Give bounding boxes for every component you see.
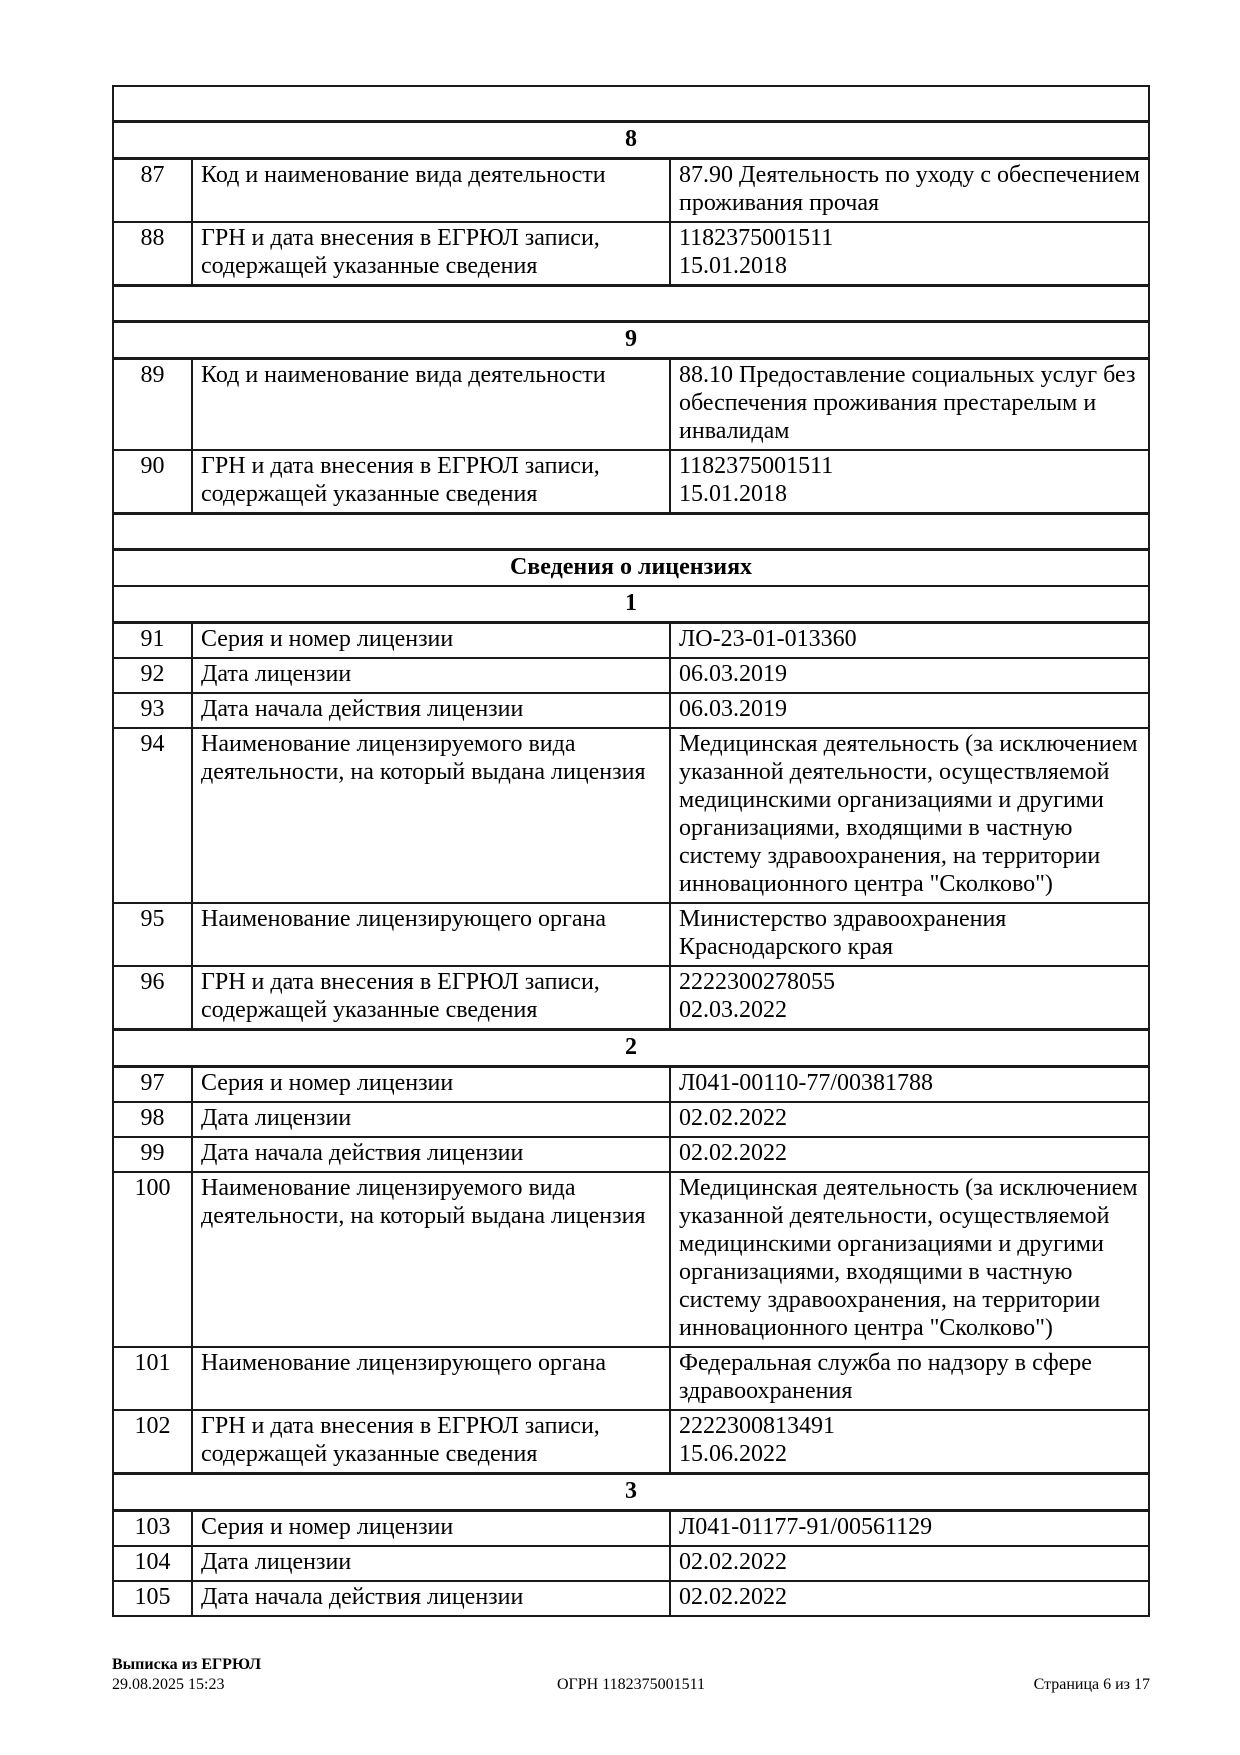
section-title: 3 [625,1478,637,1504]
table-row [114,1409,1148,1472]
table-row [114,1171,1148,1346]
row-label: Серия и номер лицензии [191,1068,669,1101]
row-label: Наименование лицензирующего органа [191,904,669,965]
section-title: Сведения о лицензиях [509,554,753,580]
footer-ogrn: ОГРН 1182375001511 [556,1676,706,1693]
row-value [669,1138,1148,1171]
table-row [114,1509,1148,1545]
table-row [114,1346,1148,1409]
row-number: 105 [134,1584,171,1610]
row-value-line: 1182375001511 [679,453,834,479]
row-value [669,1348,1148,1409]
footer-meta-row [112,1675,1150,1695]
row-number: 95 [140,906,165,932]
section-title: 1 [625,590,637,616]
table-row [114,692,1148,727]
row-number: 89 [140,362,165,388]
row-value-line: 87.90 Деятельность по уходу с обеспечением проживания прочая [679,162,1140,216]
row-label: Наименование лицензируемого вида деятельности, на который выдана лицензия [191,729,669,902]
spacer-row [114,87,1148,120]
table-row [114,621,1148,657]
table-row [114,221,1148,284]
table-row [114,357,1148,449]
row-number: 104 [134,1549,171,1575]
table-row [114,449,1148,512]
row-label: Серия и номер лицензии [191,624,669,657]
row-label: Дата начала действия лицензии [191,1138,669,1171]
row-value [669,1103,1148,1136]
row-label: Код и наименование вида деятельности [191,160,669,221]
row-number: 102 [134,1413,171,1439]
row-value [669,1582,1148,1615]
row-value [669,1411,1148,1472]
row-number: 103 [134,1514,171,1540]
table-row [114,1065,1148,1101]
section-header-row [114,120,1148,157]
row-value-line: ЛО-23-01-013360 [679,626,857,652]
row-value-line: 2222300278055 [679,969,835,995]
row-label: Дата лицензии [191,659,669,692]
row-value-line: 02.03.2022 [679,997,787,1023]
row-value-line: 15.01.2018 [679,481,787,507]
row-value-line: 02.02.2022 [679,1140,787,1166]
row-label: Дата лицензии [191,1103,669,1136]
row-label: Дата начала действия лицензии [191,1582,669,1615]
row-value-line: 06.03.2019 [679,696,787,722]
footer-document-title: Выписка из ЕГРЮЛ [112,1656,262,1673]
row-label: Код и наименование вида деятельности [191,360,669,449]
row-value [669,694,1148,727]
row-value [669,451,1148,512]
row-label: ГРН и дата внесения в ЕГРЮЛ записи, содержащей указанные сведения [191,967,669,1028]
row-number: 97 [140,1070,165,1096]
row-number: 96 [140,969,165,995]
table-row [114,1580,1148,1615]
footer-page-number: Страница 6 из 17 [1033,1676,1150,1693]
table-row [114,1545,1148,1580]
section-title: 8 [625,126,637,152]
row-number: 92 [140,661,165,687]
row-value-line: 88.10 Предоставление социальных услуг без обеспечения проживания престарелым и инвалидам [679,362,1136,444]
row-value-line: 15.01.2018 [679,253,787,279]
page-footer [112,1655,1150,1695]
table-row [114,1136,1148,1171]
row-label: ГРН и дата внесения в ЕГРЮЛ записи, содержащей указанные сведения [191,223,669,284]
row-value [669,1068,1148,1101]
row-value-line: Министерство здравоохранения Краснодарского края [679,906,1007,960]
row-value [669,1173,1148,1346]
row-number: 88 [140,225,165,251]
row-value-line: 1182375001511 [679,225,834,251]
row-label: Дата лицензии [191,1547,669,1580]
row-number: 90 [140,453,165,479]
row-number: 101 [134,1350,171,1376]
row-value [669,624,1148,657]
row-value-line: 02.02.2022 [679,1584,787,1610]
row-value [669,223,1148,284]
row-value [669,1547,1148,1580]
table-row [114,965,1148,1028]
row-value [669,160,1148,221]
row-value-line: Федеральная служба по надзору в сфере здравоохранения [679,1350,1092,1404]
row-label: Дата начала действия лицензии [191,694,669,727]
row-value [669,967,1148,1028]
table-row [114,657,1148,692]
row-value-line: Л041-00110-77/00381788 [679,1070,934,1096]
footer-datetime: 29.08.2025 15:23 [112,1676,225,1693]
section-title: 9 [625,326,637,352]
row-label: ГРН и дата внесения в ЕГРЮЛ записи, содержащей указанные сведения [191,451,669,512]
row-value-line: 02.02.2022 [679,1105,787,1131]
row-value [669,1512,1148,1545]
table-row [114,1101,1148,1136]
row-value [669,360,1148,449]
spacer-row [114,512,1148,548]
row-number: 98 [140,1105,165,1131]
row-value-line: Л041-01177-91/00561129 [679,1514,933,1540]
row-value-line: Медицинская деятельность (за исключением указанной деятельности, осуществляемой медицинскими организациями и другими организациями, входящими в частную систему здравоохранения, на территории инновационного центра "Сколково") [679,731,1138,897]
row-value-line: 06.03.2019 [679,661,787,687]
section-header-row [114,1472,1148,1509]
row-number: 99 [140,1140,165,1166]
row-number: 100 [134,1175,171,1201]
section-title: 2 [625,1034,637,1060]
section-header-row [114,548,1148,585]
row-value-line: 2222300813491 [679,1413,835,1439]
row-value-line: 15.06.2022 [679,1441,787,1467]
row-label: Серия и номер лицензии [191,1512,669,1545]
row-label: Наименование лицензируемого вида деятельности, на который выдана лицензия [191,1173,669,1346]
row-value-line: 02.02.2022 [679,1549,787,1575]
row-label: Наименование лицензирующего органа [191,1348,669,1409]
section-header-row [114,320,1148,357]
row-label: ГРН и дата внесения в ЕГРЮЛ записи, содержащей указанные сведения [191,1411,669,1472]
row-number: 87 [140,162,165,188]
row-value [669,904,1148,965]
row-number: 94 [140,731,165,757]
row-number: 93 [140,696,165,722]
egrul-table [112,85,1150,1617]
section-header-row [114,585,1148,621]
row-number: 91 [140,626,165,652]
section-header-row [114,1028,1148,1065]
row-value-line: Медицинская деятельность (за исключением указанной деятельности, осуществляемой медицинскими организациями и другими организациями, входящими в частную систему здравоохранения, на территории инновационного центра "Сколково") [679,1175,1138,1341]
row-value [669,659,1148,692]
table-row [114,902,1148,965]
row-value [669,729,1148,902]
table-row [114,727,1148,902]
table-row [114,157,1148,221]
spacer-row [114,284,1148,320]
